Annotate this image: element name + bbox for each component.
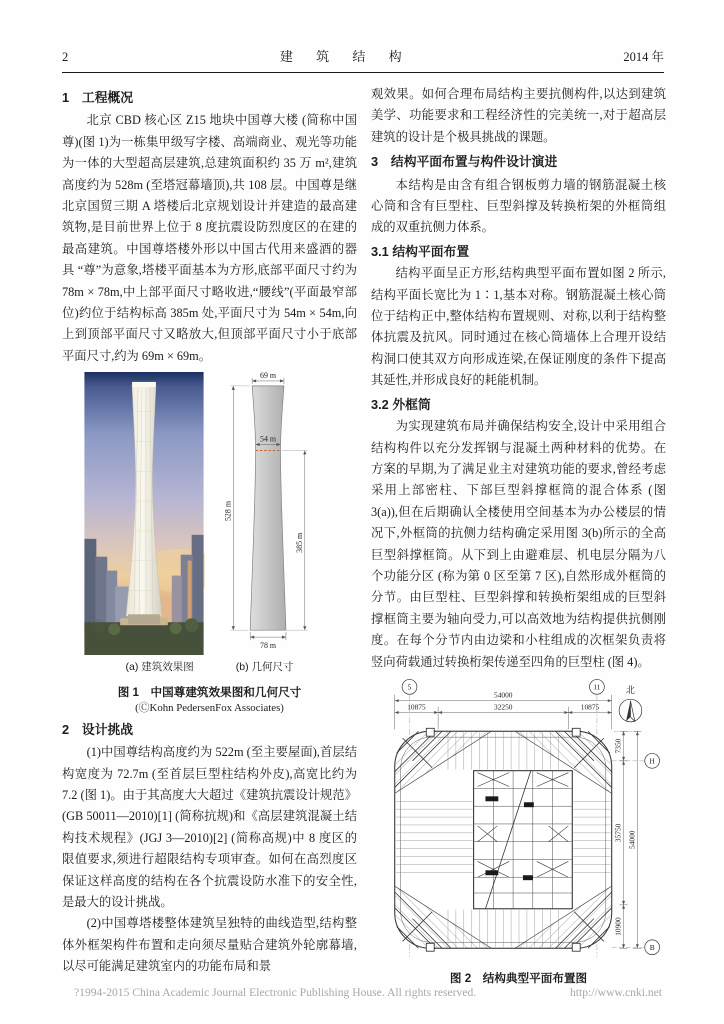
section3-1-heading: 3.1 结构平面布置 [371, 243, 470, 259]
dim-bottom-width: 78 m [259, 641, 276, 651]
tower-dimension-diagram [215, 372, 337, 655]
page-number: 2 [62, 50, 69, 64]
section3-heading: 3 结构平面布置与构件设计演进 [371, 154, 558, 170]
page-footer [74, 986, 662, 999]
right-column [371, 84, 666, 987]
section1-heading: 1 工程概况 [62, 90, 134, 105]
dim-top-right: 10875 [580, 702, 599, 712]
section3-paragraph: 本结构是由含有组合钢板剪力墙的钢筋混凝土核心筒和含有巨型柱、巨型斜撑及转换桁架的外框筒组成的双重抗侧力体系。 [371, 177, 666, 235]
section3-2-heading: 3.2 外框筒 [371, 396, 431, 412]
grid-label-H: H [648, 756, 655, 766]
section3-1-paragraph: 结构平面呈正方形,结构典型平面布置如图 2 所示,结构平面长宽比为 1∶1,基本对称。钢筋混凝土核心筒位于结构正中,整体结构布置规则、对称,以利于结构整体抗震及抗风。同时通过在核心筒墙体上合理开设结构洞口使其双方向形成连梁,在保证刚度的条件下提高其延性,并形成良好的耗能机制。 [371, 266, 666, 388]
dim-waist-width: 54 m [259, 434, 276, 444]
dim-right-total: 54000 [626, 830, 636, 849]
grid-label-B: B [649, 942, 655, 952]
tower-rendering-image [83, 372, 205, 655]
section2-heading: 2 设计挑战 [62, 721, 134, 737]
grid-label-5: 5 [407, 682, 411, 692]
figure2 [371, 677, 666, 987]
figure1 [62, 372, 357, 715]
grid-label-11: 11 [592, 682, 600, 692]
dim-right-top: 7350 [613, 738, 623, 754]
dim-top-left: 10875 [406, 702, 426, 712]
dim-top-center: 32250 [493, 702, 512, 712]
journal-title: 建 筑 结 构 [279, 49, 412, 64]
dim-right-bottom: 10900 [613, 917, 623, 936]
section3-2-paragraph: 为实现建筑布局并确保结构安全,设计中采用组合结构构件以充分发挥钢与混凝土两种材料的优势。在方案的早期,为了满足业主对建筑功能的要求,曾经考虑采用上部密柱、下部巨型斜撑框筒的混合体系 (图 3(a)),但在后期确认全楼使用空间基本为办公楼层的情况下,外框筒的抗侧力结构确定采用图 3(b)所示的全高巨型斜撑框筒。从下到上由避难层、机电层分隔为八个功能分区 (称为第 0 区至第 7 区),自然形成外框筒的分节。由巨型柱、巨型斜撑和转换桁架组成的巨型斜撑框筒主要为轴向受力,可以高效地为结构提供抗侧刚度。在每个分节内由边梁和小柱组成的次框架负责将竖向荷载通过转换桁架传递至四角的巨型柱 (图 4)。 [371, 419, 666, 669]
dim-top-width: 69 m [259, 372, 276, 381]
figure1-subcaption-b: (b) 几何尺寸 [235, 661, 294, 674]
section2-paragraph1: (1)中国尊结构高度约为 522m (至主要屋面),首层结构宽度为 72.7m (至首层巨型柱结构外皮),高宽比约为 7.2 (图 1)。由于其高度大大超过《建筑抗震设计规范》(GB 50011—2010)[1] (简称抗规)和《高层建筑混凝土结构技术规程》(JGJ 3—2010)[2] (简称高规)中 8 度区的限值要求,须进行超限结构专项审查。如何在高烈度区保证这样高度的结构在各个抗震设防水准下的安全性,是最大的设计挑战。 [62, 745, 357, 909]
section1-paragraph: 北京 CBD 核心区 Z15 地块中国尊大楼 (简称中国尊)(图 1)为一栋集甲级写字楼、高端商业、观光等功能为一体的大型超高层建筑,总建筑面积约 35 万 m²,建筑高度约为 528m (至塔冠幕墙顶),共 108 层。中国尊是继北京国贸三期 A 塔楼后北京规划设计并建造的最高建筑物,是目前世界上位于 8 度抗震设防烈度区的在建的最高建筑。中国尊塔楼外形以中国古代用来盛酒的器具 “尊”为意象,塔楼平面基本为方形,底部平面尺寸约为 78m × 78m,中上部平面尺寸略收进,“腰线”(平面最窄部位)约位于结构标高 385m 处,平面尺寸为 54m × 54m,向上到顶部平面尺寸又略放大,但顶部平面尺寸小于底部平面尺寸,约为 69m × 69m。 [62, 113, 357, 363]
page-header [62, 46, 664, 73]
dim-total-height: 528 m [222, 501, 232, 522]
figure1-subcaption-a: (a) 建筑效果图 [125, 661, 194, 674]
copyright-text: ?1994-2015 China Academic Journal Electronic Publishing House. All rights reserved. [74, 986, 477, 999]
publication-year: 2014 年 [623, 50, 664, 64]
figure1-caption: 图 1 中国尊建筑效果图和几何尺寸 [117, 685, 302, 699]
dim-waist-height: 385 m [294, 533, 304, 554]
dim-right-middle: 35750 [613, 823, 623, 843]
figure1-credit: (ⒸKohn PedersenFox Associates) [135, 701, 284, 714]
dim-top-total: 54000 [493, 690, 512, 700]
cnki-url: http://www.cnki.net [570, 986, 662, 999]
figure2-caption: 图 2 结构典型平面布置图 [449, 971, 588, 985]
left-column [62, 84, 357, 987]
figure1-subcaptions [62, 657, 357, 678]
continued-paragraph: 观效果。如何合理布局结构主要抗侧构件,以达到建筑美学、功能要求和工程经济性的完美统一,对于超高层建筑的设计是个极具挑战的课题。 [371, 87, 666, 144]
structural-plan-drawing [375, 677, 663, 965]
two-column-body [62, 84, 666, 987]
figure1-images [62, 372, 357, 655]
north-label: 北 [625, 684, 635, 695]
section2-paragraph2: (2)中国尊塔楼整体建筑呈独特的曲线造型,结构整体外框架构件布置和走向须尽量贴合建筑外轮廓幕墙,以尽可能满足建筑室内的功能布局和景 [62, 916, 357, 974]
